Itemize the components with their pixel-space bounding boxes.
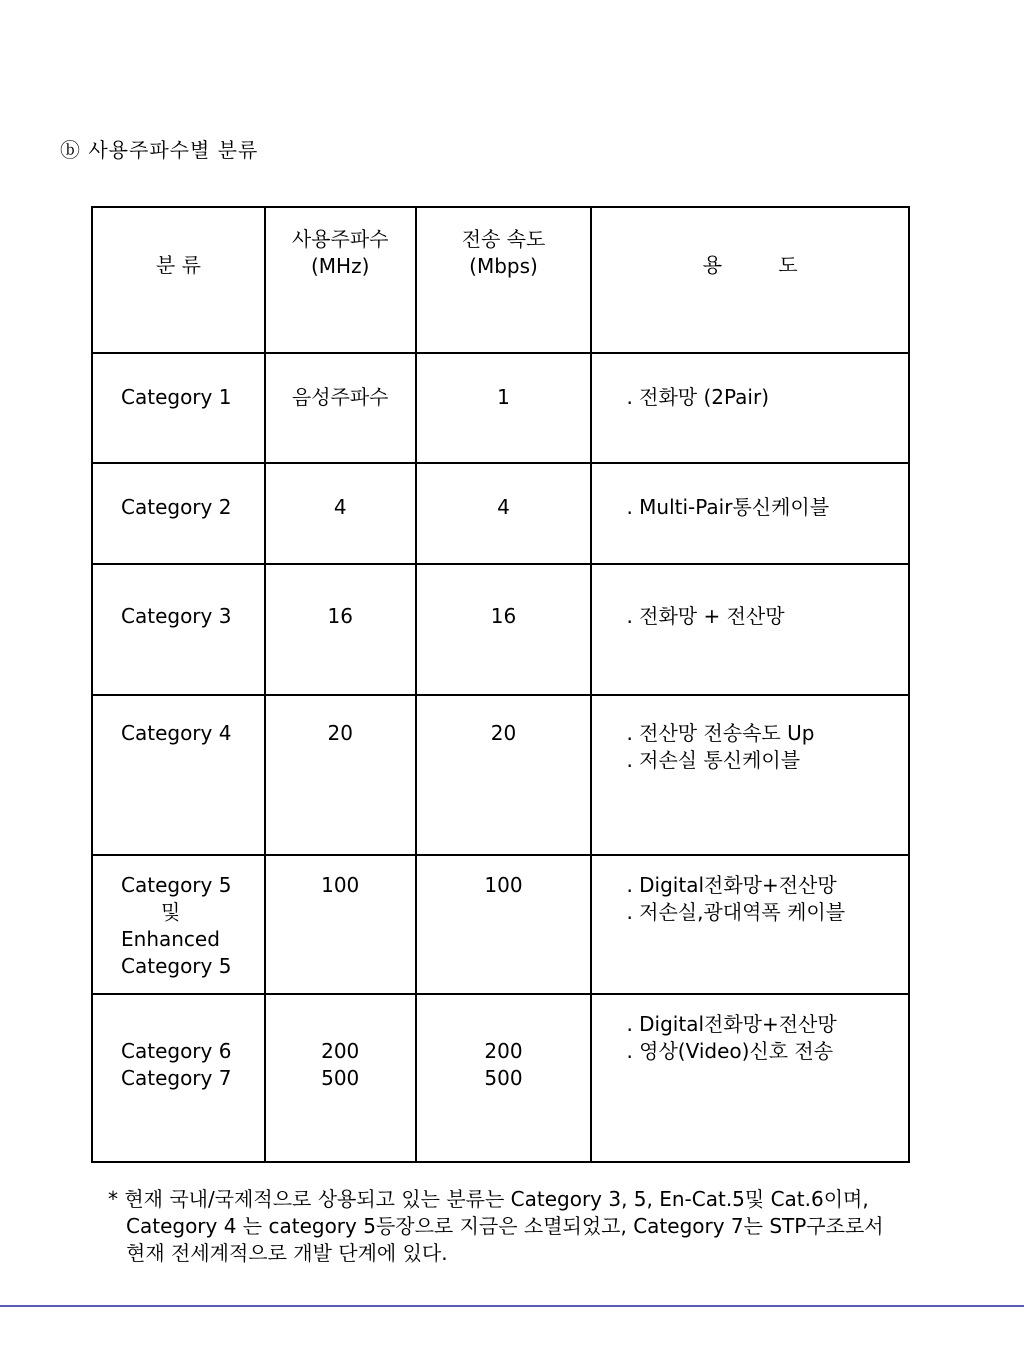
frequency-text: 음성주파수 bbox=[291, 385, 389, 409]
usage-text: . 저손실,광대역폭 케이블 bbox=[626, 900, 846, 924]
usage-text: . Digital전화망+전산망 bbox=[626, 873, 837, 897]
category-text: Category 1 bbox=[121, 385, 232, 409]
header-speed: 전송 속도 (Mbps) bbox=[416, 207, 592, 353]
cell-category bbox=[92, 994, 265, 1162]
category-text: Category 5 bbox=[121, 954, 232, 978]
speed-text: 4 bbox=[497, 495, 510, 519]
speed-text: 16 bbox=[490, 604, 517, 628]
frequency-text: 16 bbox=[327, 604, 353, 628]
category-text: Enhanced bbox=[121, 927, 220, 951]
cell-usage bbox=[591, 994, 909, 1162]
speed-text: 20 bbox=[490, 721, 517, 745]
cell-usage bbox=[591, 695, 909, 855]
frequency-text: 500 bbox=[321, 1066, 360, 1090]
cell-frequency bbox=[265, 855, 416, 994]
cell-speed bbox=[416, 695, 592, 855]
category-text: Category 5 bbox=[121, 873, 232, 897]
table-header-row bbox=[92, 207, 909, 353]
speed-text: 200 bbox=[484, 1039, 523, 1063]
cell-usage bbox=[591, 564, 909, 695]
cell-frequency bbox=[265, 994, 416, 1162]
usage-text: . 전화망 + 전산망 bbox=[626, 604, 785, 628]
table-row bbox=[92, 855, 909, 994]
table-row bbox=[92, 463, 909, 564]
cell-usage bbox=[591, 353, 909, 463]
usage-text: . 전화망 (2Pair) bbox=[626, 385, 769, 409]
header-frequency: 사용주파수 (MHz) bbox=[265, 207, 416, 353]
cell-category bbox=[92, 353, 265, 463]
footnote-line-1: * 현재 국내/국제적으로 상용되고 있는 분류는 Category 3, 5, En-Cat.5및 Cat.6이며, bbox=[108, 1187, 869, 1211]
header-category: 분 류 bbox=[92, 207, 265, 353]
cell-usage bbox=[591, 463, 909, 564]
speed-text: 500 bbox=[484, 1066, 523, 1090]
cell-frequency bbox=[265, 564, 416, 695]
category-text: 및 bbox=[161, 900, 181, 924]
usage-text: . Digital전화망+전산망 bbox=[626, 1012, 837, 1036]
table-row bbox=[92, 994, 909, 1162]
table-row bbox=[92, 695, 909, 855]
frequency-text: 4 bbox=[333, 495, 347, 519]
cell-speed bbox=[416, 353, 592, 463]
category-text: Category 7 bbox=[121, 1066, 232, 1090]
usage-text: . 영상(Video)신호 전송 bbox=[626, 1039, 834, 1063]
footnote bbox=[108, 1186, 884, 1267]
table-row bbox=[92, 353, 909, 463]
cell-category bbox=[92, 695, 265, 855]
footnote-line-3: 현재 전세계적으로 개발 단계에 있다. bbox=[126, 1241, 448, 1265]
cell-frequency bbox=[265, 353, 416, 463]
cell-usage bbox=[591, 855, 909, 994]
cable-category-table bbox=[91, 206, 910, 1163]
frequency-text: 100 bbox=[321, 873, 360, 897]
footnote-line-2: Category 4 는 category 5등장으로 지금은 소멸되었고, Category 7는 STP구조로서 bbox=[126, 1214, 884, 1238]
speed-text: 100 bbox=[484, 873, 523, 897]
cell-category bbox=[92, 463, 265, 564]
frequency-text: 20 bbox=[327, 721, 353, 745]
speed-text: 1 bbox=[497, 385, 510, 409]
cell-speed bbox=[416, 994, 592, 1162]
bottom-divider bbox=[0, 1305, 1024, 1307]
cell-category bbox=[92, 855, 265, 994]
header-usage: 용 도 bbox=[591, 207, 909, 353]
cell-frequency bbox=[265, 463, 416, 564]
cell-frequency bbox=[265, 695, 416, 855]
cell-speed bbox=[416, 463, 592, 564]
cell-category bbox=[92, 564, 265, 695]
usage-text: . 저손실 통신케이블 bbox=[626, 748, 801, 772]
table-row bbox=[92, 564, 909, 695]
category-text: Category 2 bbox=[121, 495, 232, 519]
section-heading: ⓑ 사용주파수별 분류 bbox=[60, 138, 259, 162]
usage-text: . Multi-Pair통신케이블 bbox=[626, 495, 830, 519]
usage-text: . 전산망 전송속도 Up bbox=[626, 721, 815, 745]
category-text: Category 6 bbox=[121, 1039, 232, 1063]
cell-speed bbox=[416, 855, 592, 994]
category-text: Category 3 bbox=[121, 604, 232, 628]
cell-speed bbox=[416, 564, 592, 695]
frequency-text: 200 bbox=[321, 1039, 360, 1063]
category-text: Category 4 bbox=[121, 721, 232, 745]
